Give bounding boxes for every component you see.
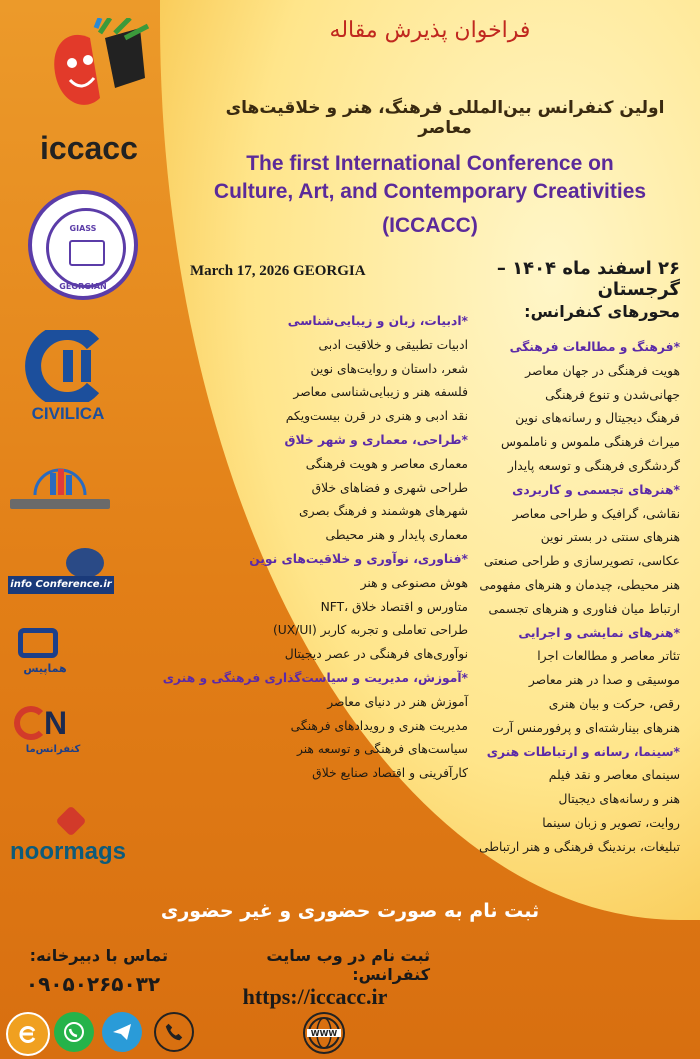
noormags-text: noormags: [10, 838, 127, 865]
axis-heading: *آموزش، مدیریت و سیاست‌گذاری فرهنگی و هنری: [162, 670, 468, 685]
axis-heading: *هنرهای تجسمی و کاربردی: [512, 482, 680, 497]
hamayesh-text: هماپیس: [23, 662, 67, 675]
conferencema-text: کنفرانس‌ما: [25, 744, 81, 755]
axis-item: نقاشی، گرافیک و طراحی معاصر: [512, 506, 680, 521]
axis-item: شعر، داستان و روایت‌های نوین: [310, 361, 468, 376]
index-logo: [10, 455, 110, 515]
site-label: ثبت نام در وب سایت کنفرانس:: [266, 946, 430, 984]
phone-number[interactable]: ۰۹۰۵۰۲۶۵۰۳۲: [25, 972, 161, 996]
axes-title: محورهای کنفرانس:: [524, 302, 680, 321]
axis-item: شهرهای هوشمند و فرهنگ بصری: [299, 504, 468, 519]
axis-item: ادبیات تطبیقی و خلاقیت ادبی: [318, 337, 468, 352]
conference-title-en: [185, 150, 675, 206]
hamayesh-logo: [10, 628, 100, 683]
civilica-logo: [8, 330, 128, 425]
axis-item: هوش مصنوعی و هنر: [360, 575, 468, 590]
theater-mask-icon: [30, 18, 160, 128]
globe-www-icon[interactable]: [303, 1012, 345, 1054]
axis-item: روایت، تصویر و زبان سینما: [542, 815, 680, 830]
axis-item: فرهنگ دیجیتال و رسانه‌های نوین: [515, 411, 680, 426]
axis-heading: *طراحی، معماری و شهر خلاق: [284, 432, 468, 447]
title-en-line2: Culture, Art, and Contemporary Creativities: [213, 180, 647, 203]
axes-left-column: [162, 310, 468, 786]
axis-item: سینمای معاصر و نقد فیلم: [548, 768, 680, 783]
axis-item: تئاتر معاصر و مطالعات اجرا: [537, 649, 680, 664]
civilica-c-icon: [23, 330, 113, 402]
axis-item: رقص، حرکت و بیان هنری: [548, 696, 680, 711]
civilica-text: CIVILICA: [31, 404, 105, 423]
date-en: March 17, 2026 GEORGIA: [190, 263, 366, 279]
axis-heading: *سینما، رسانه و ارتباطات هنری: [486, 744, 680, 759]
axis-item: فلسفه هنر و زیبایی‌شناسی معاصر: [293, 385, 468, 400]
conferencema-logo: N کنفرانس‌ما: [8, 700, 108, 760]
www-label: WWW: [310, 1028, 338, 1038]
info-conference-logo: [8, 548, 112, 598]
phone-call-icon[interactable]: [154, 1012, 194, 1052]
noormags-logo: [10, 810, 150, 870]
axis-item: جهانی‌شدن و تنوع فرهنگی: [545, 387, 680, 402]
site-url[interactable]: https://iccacc.ir: [242, 984, 388, 1009]
registration-note: ثبت نام به صورت حضوری و غیر حضوری: [160, 900, 540, 922]
info-conference-text: info Conference.ir: [8, 576, 114, 594]
axis-item: طراحی تعاملی و تجربه کاربر (UX/UI): [272, 623, 468, 638]
book-shelf-icon: [30, 455, 90, 505]
axis-item: معماری معاصر و هویت فرهنگی: [305, 456, 468, 471]
conference-title-fa: اولین کنفرانس بین‌المللی فرهنگ، هنر و خلاقیت‌های معاصر: [225, 98, 665, 138]
axis-item: عکاسی، تصویرسازی و طراحی صنعتی: [483, 554, 680, 569]
seal-abbrev: GIASS: [69, 224, 97, 233]
axis-item: تبلیغات، برندینگ فرهنگی و هنر ارتباطی: [479, 839, 680, 854]
axis-heading: *هنرهای نمایشی و اجرایی: [518, 625, 680, 640]
seal-bottom-text: GEORGIAN: [59, 282, 107, 291]
axis-item: موسیقی و صدا در هنر معاصر: [528, 673, 680, 688]
seal-book-icon: [69, 240, 105, 266]
title-en-line1: The first International Conference on: [246, 152, 614, 175]
axis-item: نوآوری‌های فرهنگی در عصر دیجیتال: [284, 647, 468, 662]
axis-item: طراحی شهری و فضاهای خلاق: [311, 480, 468, 495]
iccacc-logo: [30, 18, 160, 168]
axis-item: هنر و رسانه‌های دیجیتال: [558, 792, 680, 807]
iccacc-logo-text: iccacc: [40, 130, 138, 166]
contact-label: تماس با دبیرخانه:: [29, 946, 168, 965]
axis-item: معماری پایدار و هنر محیطی: [325, 528, 468, 543]
axis-item: هنرهای بینارشته‌ای و پرفورمنس آرت: [492, 720, 680, 735]
axis-item: میراث فرهنگی ملموس و ناملموس: [501, 435, 680, 450]
eitaa-icon[interactable]: [6, 1012, 50, 1056]
axis-item: متاورس و اقتصاد خلاق ،NFT: [320, 599, 468, 614]
axis-heading: *ادبیات، زبان و زیبایی‌شناسی: [287, 314, 468, 328]
axis-item: هویت فرهنگی در جهان معاصر: [525, 363, 680, 378]
axis-item: ارتباط میان فناوری و هنرهای تجسمی: [488, 601, 680, 616]
axis-item: کارآفرینی و اقتصاد صنایع خلاق: [312, 766, 468, 781]
giass-seal: [28, 190, 138, 300]
axis-item: گردشگری فرهنگی و توسعه پایدار: [507, 458, 680, 473]
axis-item: سیاست‌های فرهنگی و توسعه هنر: [296, 742, 468, 757]
axis-item: هنرهای سنتی در بستر نوین: [540, 530, 680, 545]
axis-item: هنر محیطی، چیدمان و هنرهای مفهومی: [479, 577, 680, 592]
call-for-papers: فراخوان پذیرش مقاله: [329, 18, 531, 43]
axis-heading: *فرهنگ و مطالعات فرهنگی: [509, 340, 680, 354]
noormags-emblem-icon: [55, 805, 86, 836]
axis-heading: *فناوری، نوآوری و خلاقیت‌های نوین: [249, 551, 468, 566]
date-fa: ۲۶ اسفند ماه ۱۴۰۴ –گرجستان: [496, 258, 680, 300]
whatsapp-icon[interactable]: [54, 1012, 94, 1052]
telegram-icon[interactable]: [102, 1012, 142, 1052]
axis-item: نقد ادبی و هنری در قرن بیست‌ویکم: [285, 409, 468, 424]
axis-item: آموزش هنر در دنیای معاصر: [327, 694, 468, 709]
conference-acronym: (ICCACC): [382, 214, 478, 237]
axis-item: مدیریت هنری و رویدادهای فرهنگی: [290, 718, 468, 733]
